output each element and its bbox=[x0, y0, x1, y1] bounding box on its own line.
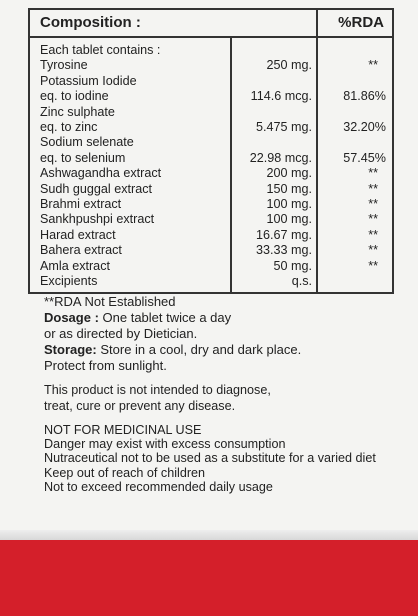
ingredient-name: Sankhpushpi extract bbox=[29, 212, 231, 227]
ingredient-rda: ** bbox=[317, 197, 393, 212]
dosage-label: Dosage : bbox=[44, 309, 99, 325]
red-band bbox=[0, 540, 418, 616]
table-row bbox=[29, 37, 393, 58]
warning-line: Keep out of reach of children bbox=[44, 465, 206, 480]
warning-line: Danger may exist with excess consumption bbox=[44, 436, 286, 451]
ingredient-quantity: q.s. bbox=[231, 274, 317, 292]
ingredient-name: Zinc sulphate bbox=[29, 105, 231, 120]
warning-line: Nutraceutical not to be used as a substitute for a varied diet bbox=[44, 451, 376, 466]
protect-text: Protect from sunlight. bbox=[44, 357, 167, 373]
ingredient-name: eq. to selenium bbox=[29, 151, 231, 166]
ingredient-name: eq. to zinc bbox=[29, 120, 231, 135]
table-row bbox=[29, 228, 393, 243]
dosage-line bbox=[44, 310, 394, 326]
ingredient-name: Ashwagandha extract bbox=[29, 166, 231, 181]
ingredient-name: Potassium Iodide bbox=[29, 74, 231, 89]
table-row bbox=[29, 182, 393, 197]
dosage-text: One tablet twice a day bbox=[98, 309, 232, 325]
ingredient-name: Tyrosine bbox=[29, 58, 231, 73]
ingredient-rda: 81.86% bbox=[317, 89, 393, 104]
table-row bbox=[29, 259, 393, 274]
ingredient-rda: ** bbox=[317, 228, 393, 243]
ingredient-quantity: 250 mg. bbox=[231, 58, 317, 73]
table-row bbox=[29, 58, 393, 73]
table-row bbox=[29, 105, 393, 120]
table-row bbox=[29, 74, 393, 89]
warning-line: Not to exceed recommended daily usage bbox=[44, 480, 273, 495]
ingredient-name: Harad extract bbox=[29, 228, 231, 243]
ingredient-name: Sudh guggal extract bbox=[29, 182, 231, 197]
ingredient-rda: 57.45% bbox=[317, 151, 393, 166]
warning-line: NOT FOR MEDICINAL USE bbox=[44, 422, 202, 437]
ingredient-name: Excipients bbox=[29, 274, 231, 292]
ingredient-name: eq. to iodine bbox=[29, 89, 231, 104]
ingredient-quantity: 16.67 mg. bbox=[231, 228, 317, 243]
table-row bbox=[29, 274, 393, 292]
table-row bbox=[29, 212, 393, 227]
ingredient-quantity: 100 mg. bbox=[231, 197, 317, 212]
composition-table bbox=[28, 8, 394, 294]
warnings bbox=[44, 423, 394, 495]
disclaimer-line-1: This product is not intended to diagnose, bbox=[44, 382, 271, 397]
ingredient-quantity: 114.6 mcg. bbox=[231, 89, 317, 104]
ingredient-name: Each tablet contains : bbox=[29, 37, 231, 58]
ingredient-rda bbox=[317, 135, 393, 150]
ingredient-rda: ** bbox=[317, 243, 393, 258]
table-row bbox=[29, 120, 393, 135]
ingredient-quantity bbox=[231, 135, 317, 150]
ingredient-name: Sodium selenate bbox=[29, 135, 231, 150]
notes-section bbox=[44, 294, 394, 495]
composition-body bbox=[29, 37, 393, 293]
storage-line bbox=[44, 342, 394, 358]
ingredient-quantity: 150 mg. bbox=[231, 182, 317, 197]
table-row bbox=[29, 166, 393, 181]
ingredient-quantity: 200 mg. bbox=[231, 166, 317, 181]
ingredient-rda: ** bbox=[317, 166, 393, 181]
ingredient-rda: 32.20% bbox=[317, 120, 393, 135]
disclaimer-line-2: treat, cure or prevent any disease. bbox=[44, 398, 236, 413]
table-header bbox=[29, 9, 393, 37]
disclaimer bbox=[44, 382, 394, 414]
ingredient-rda: ** bbox=[317, 212, 393, 227]
ingredient-rda: ** bbox=[317, 259, 393, 274]
label-panel bbox=[28, 8, 394, 495]
ingredient-quantity: 100 mg. bbox=[231, 212, 317, 227]
storage-text: Store in a cool, dry and dark place. bbox=[96, 341, 302, 357]
table-row bbox=[29, 151, 393, 166]
ingredient-name: Amla extract bbox=[29, 259, 231, 274]
ingredient-quantity: 22.98 mcg. bbox=[231, 151, 317, 166]
table-row bbox=[29, 135, 393, 150]
ingredient-rda: ** bbox=[317, 58, 393, 73]
ingredient-rda bbox=[317, 274, 393, 292]
ingredient-rda bbox=[317, 105, 393, 120]
ingredient-name: Brahmi extract bbox=[29, 197, 231, 212]
storage-label: Storage: bbox=[44, 341, 97, 357]
ingredient-rda bbox=[317, 74, 393, 89]
ingredient-rda: ** bbox=[317, 182, 393, 197]
ingredient-quantity bbox=[231, 37, 317, 58]
ingredient-quantity bbox=[231, 105, 317, 120]
composition-title: Composition : bbox=[29, 9, 317, 37]
band-shadow bbox=[0, 530, 418, 540]
ingredient-quantity: 5.475 mg. bbox=[231, 120, 317, 135]
table-row bbox=[29, 197, 393, 212]
ingredient-quantity: 33.33 mg. bbox=[231, 243, 317, 258]
ingredient-quantity: 50 mg. bbox=[231, 259, 317, 274]
table-row bbox=[29, 243, 393, 258]
ingredient-rda bbox=[317, 37, 393, 58]
table-row bbox=[29, 89, 393, 104]
rda-header: %RDA bbox=[317, 9, 393, 37]
ingredient-name: Bahera extract bbox=[29, 243, 231, 258]
rda-note: **RDA Not Established bbox=[44, 293, 176, 309]
dosage-text-2: or as directed by Dietician. bbox=[44, 325, 198, 341]
ingredient-quantity bbox=[231, 74, 317, 89]
